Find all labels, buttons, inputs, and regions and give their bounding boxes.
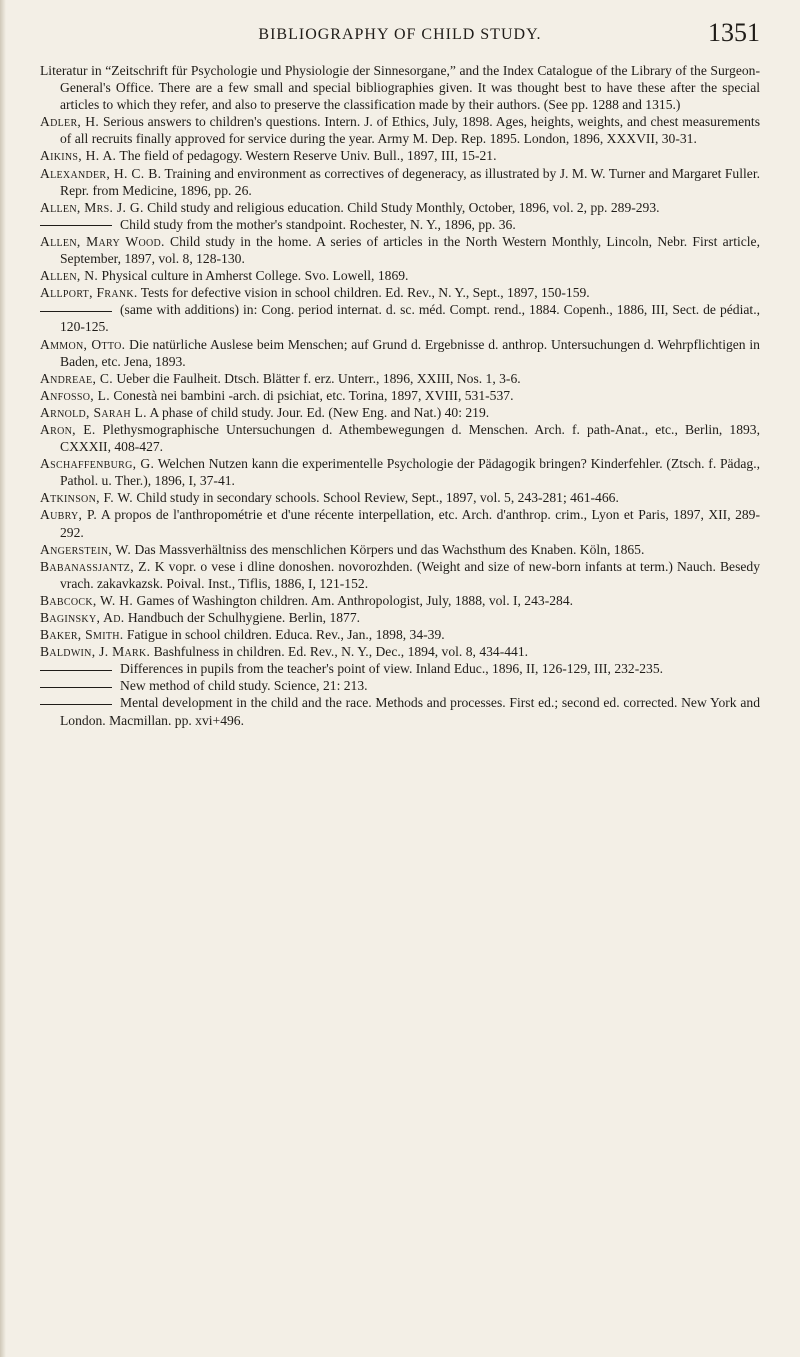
entry-text: Ueber die Faulheit. Dtsch. Blätter f. erz. Unterr., 1896, XXIII, Nos. 1, 3-6.: [116, 370, 521, 386]
bibliography-entry: [40, 643, 760, 660]
ditto-dash: [40, 225, 112, 226]
bibliography-entry: [40, 506, 760, 540]
bibliography-entry: [40, 404, 760, 421]
bibliography-entry: [40, 370, 760, 387]
entry-author: Aubry, P.: [40, 507, 98, 523]
entry-text: Child study and religious education. Child Study Monthly, October, 1896, vol. 2, pp. 289-293.: [147, 199, 660, 215]
entry-author: Aikins, H. A.: [40, 148, 117, 164]
entry-author: Atkinson, F. W.: [40, 490, 134, 506]
entry-author: Baldwin, J. Mark.: [40, 644, 151, 660]
entry-author: Allport, Frank.: [40, 285, 138, 301]
entry-author: Anfosso, L.: [40, 387, 110, 403]
bibliography-entry: [40, 199, 760, 216]
bibliography-entry: [40, 267, 760, 284]
entry-text: A propos de l'anthropométrie et d'une récente interpellation, etc. Arch. d'anthrop. crim., Lyon et Paris, 1897, XII, 289-292.: [60, 507, 760, 540]
bibliography-entry: [40, 694, 760, 728]
entry-author: Alexander, H. C. B.: [40, 165, 162, 181]
entry-text: Physical culture in Amherst College. Svo. Lowell, 1869.: [101, 268, 409, 284]
bibliography-entry: [40, 62, 760, 113]
entry-author: Allen, Mary Wood.: [40, 233, 165, 249]
entry-text: Differences in pupils from the teacher's point of view. Inland Educ., 1896, II, 126-129, III, 232-235.: [120, 661, 664, 677]
entry-author: Babcock, W. H.: [40, 592, 134, 608]
ditto-dash: [40, 687, 112, 688]
entry-text: Literatur in “Zeitschrift für Psychologie und Physiologie der Sinnesorgane,” and the Index Catalogue of the Library of the Surgeon-General's Office. There are a few small and special bibliographies given. It was thought best to have these after the special articles to which they refer, and also to preserve the classification made by their authors. (See pp. 1288 and 1315.): [40, 63, 760, 113]
entry-text: Games of Washington children. Am. Anthropologist, July, 1888, vol. I, 243-284.: [136, 592, 574, 608]
bibliography-entry: [40, 677, 760, 694]
bibliography-entry: [40, 216, 760, 233]
ditto-dash: [40, 670, 112, 671]
bibliography-entry: [40, 301, 760, 335]
page-number: 1351: [708, 18, 760, 47]
entry-text: K vopr. o vese i dline donoshen. novorozhden. (Weight and size of new-born infants at term.) Nauch. Besedy vrach. zakavkazsk. Poival. Inst., Tiflis, 1886, I, 121-152.: [60, 558, 760, 591]
entry-text: A phase of child study. Jour. Ed. (New Eng. and Nat.) 40: 219.: [149, 404, 490, 420]
entry-text: Plethysmographische Untersuchungen d. Athembewegungen d. Menschen. Arch. f. path-Anat., etc., Berlin, 1893, CXXXII, 408-427.: [60, 421, 760, 455]
entry-author: Angerstein, W.: [40, 541, 132, 557]
bibliography-entry: [40, 541, 760, 558]
bibliography-entry: [40, 455, 760, 489]
bibliography-entry: [40, 165, 760, 199]
bibliography-entry: [40, 626, 760, 643]
entry-author: Babanassjantz, Z.: [40, 558, 151, 574]
ditto-dash: [40, 704, 112, 705]
entry-text: Training and environment as correctives of degeneracy, as illustrated by J. M. W. Turner and Margaret Fuller. Repr. from Medicine, 1896, pp. 26.: [60, 165, 760, 198]
entry-text: Mental development in the child and the race. Methods and processes. First ed.; second ed. corrected. New York and London. Macmillan. pp. xvi+496.: [60, 695, 760, 728]
entry-text: Serious answers to children's questions. Intern. J. of Ethics, July, 1898. Ages, heights, weights, and chest measurements of all recruits finally approved for service during the year. Army M. Dep. Rep. 1895. London, 1896, XXXVII, 30-31.: [60, 114, 761, 147]
bibliography-entry: [40, 609, 760, 626]
bibliography-entry: [40, 660, 760, 677]
entry-text: (same with additions) in: Cong. period internat. d. sc. méd. Compt. rend., 1884. Copenh., 1886, III, Sect. de pédiat., 120-125.: [60, 302, 760, 335]
entry-text: Die natürliche Auslese beim Menschen; auf Grund d. Ergebnisse d. anthrop. Untersuchungen d. Wehrpflichtigen in Baden, etc. Jena, 1893.: [60, 336, 760, 369]
bibliography-entry: [40, 113, 760, 147]
entry-text: Fatigue in school children. Educa. Rev., Jan., 1898, 34-39.: [126, 627, 445, 643]
entry-author: Baker, Smith.: [40, 627, 124, 643]
bibliography-entry: [40, 558, 760, 592]
entry-author: Ammon, Otto.: [40, 336, 126, 352]
entry-text: New method of child study. Science, 21: 213.: [120, 678, 368, 694]
entry-text: Conestà nei bambini -arch. di psichiat, etc. Torina, 1897, XVIII, 531-537.: [113, 387, 514, 403]
entry-author: Allen, Mrs. J. G.: [40, 199, 144, 215]
entry-text: Child study in the home. A series of articles in the North Western Monthly, Lincoln, Nebr. First article, September, 1897, vol. 8, 128-130.: [60, 233, 760, 267]
bibliography-entry: [40, 421, 760, 455]
entry-author: Adler, H.: [40, 114, 100, 130]
bibliography-entry: [40, 336, 760, 370]
entry-text: Child study in secondary schools. School Review, Sept., 1897, vol. 5, 243-281; 461-466.: [136, 490, 619, 506]
bibliography-entry: [40, 489, 760, 506]
entry-author: Arnold, Sarah L.: [40, 404, 147, 420]
bibliography-entry: [40, 284, 760, 301]
entry-author: Baginsky, Ad.: [40, 610, 125, 625]
running-title: BIBLIOGRAPHY OF CHILD STUDY.: [258, 26, 542, 43]
entry-author: Aron, E.: [40, 421, 96, 437]
entry-author: Andreae, C.: [40, 370, 113, 386]
entry-text: Welchen Nutzen kann die experimentelle Psychologie der Pädagogik bringen? Kinderfehler. (Ztsch. f. Pädag., Pathol. u. Ther.), 1896, I, 37-41.: [60, 456, 760, 489]
page-header: [40, 18, 760, 52]
bibliography-entry: [40, 147, 760, 164]
bibliography-entry: [40, 592, 760, 609]
bibliography-entry: [40, 233, 760, 267]
entry-text: Das Massverhältniss des menschlichen Körpers und das Wachsthum des Knaben. Köln, 1865.: [134, 541, 645, 557]
entry-author: Allen, N.: [40, 268, 99, 284]
entry-text: Child study from the mother's standpoint. Rochester, N. Y., 1896, pp. 36.: [120, 216, 516, 232]
entry-text: The field of pedagogy. Western Reserve Univ. Bull., 1897, III, 15-21.: [119, 148, 497, 164]
bibliography-list: [40, 62, 760, 729]
bibliography-entry: [40, 387, 760, 404]
entry-text: Bashfulness in children. Ed. Rev., N. Y., Dec., 1894, vol. 8, 434-441.: [153, 644, 529, 660]
ditto-dash: [40, 311, 112, 312]
entry-author: Aschaffenburg, G.: [40, 456, 155, 472]
entry-text: Tests for defective vision in school children. Ed. Rev., N. Y., Sept., 1897, 150-159.: [140, 285, 590, 301]
entry-text: Handbuch der Schulhygiene. Berlin, 1877.: [127, 610, 361, 625]
